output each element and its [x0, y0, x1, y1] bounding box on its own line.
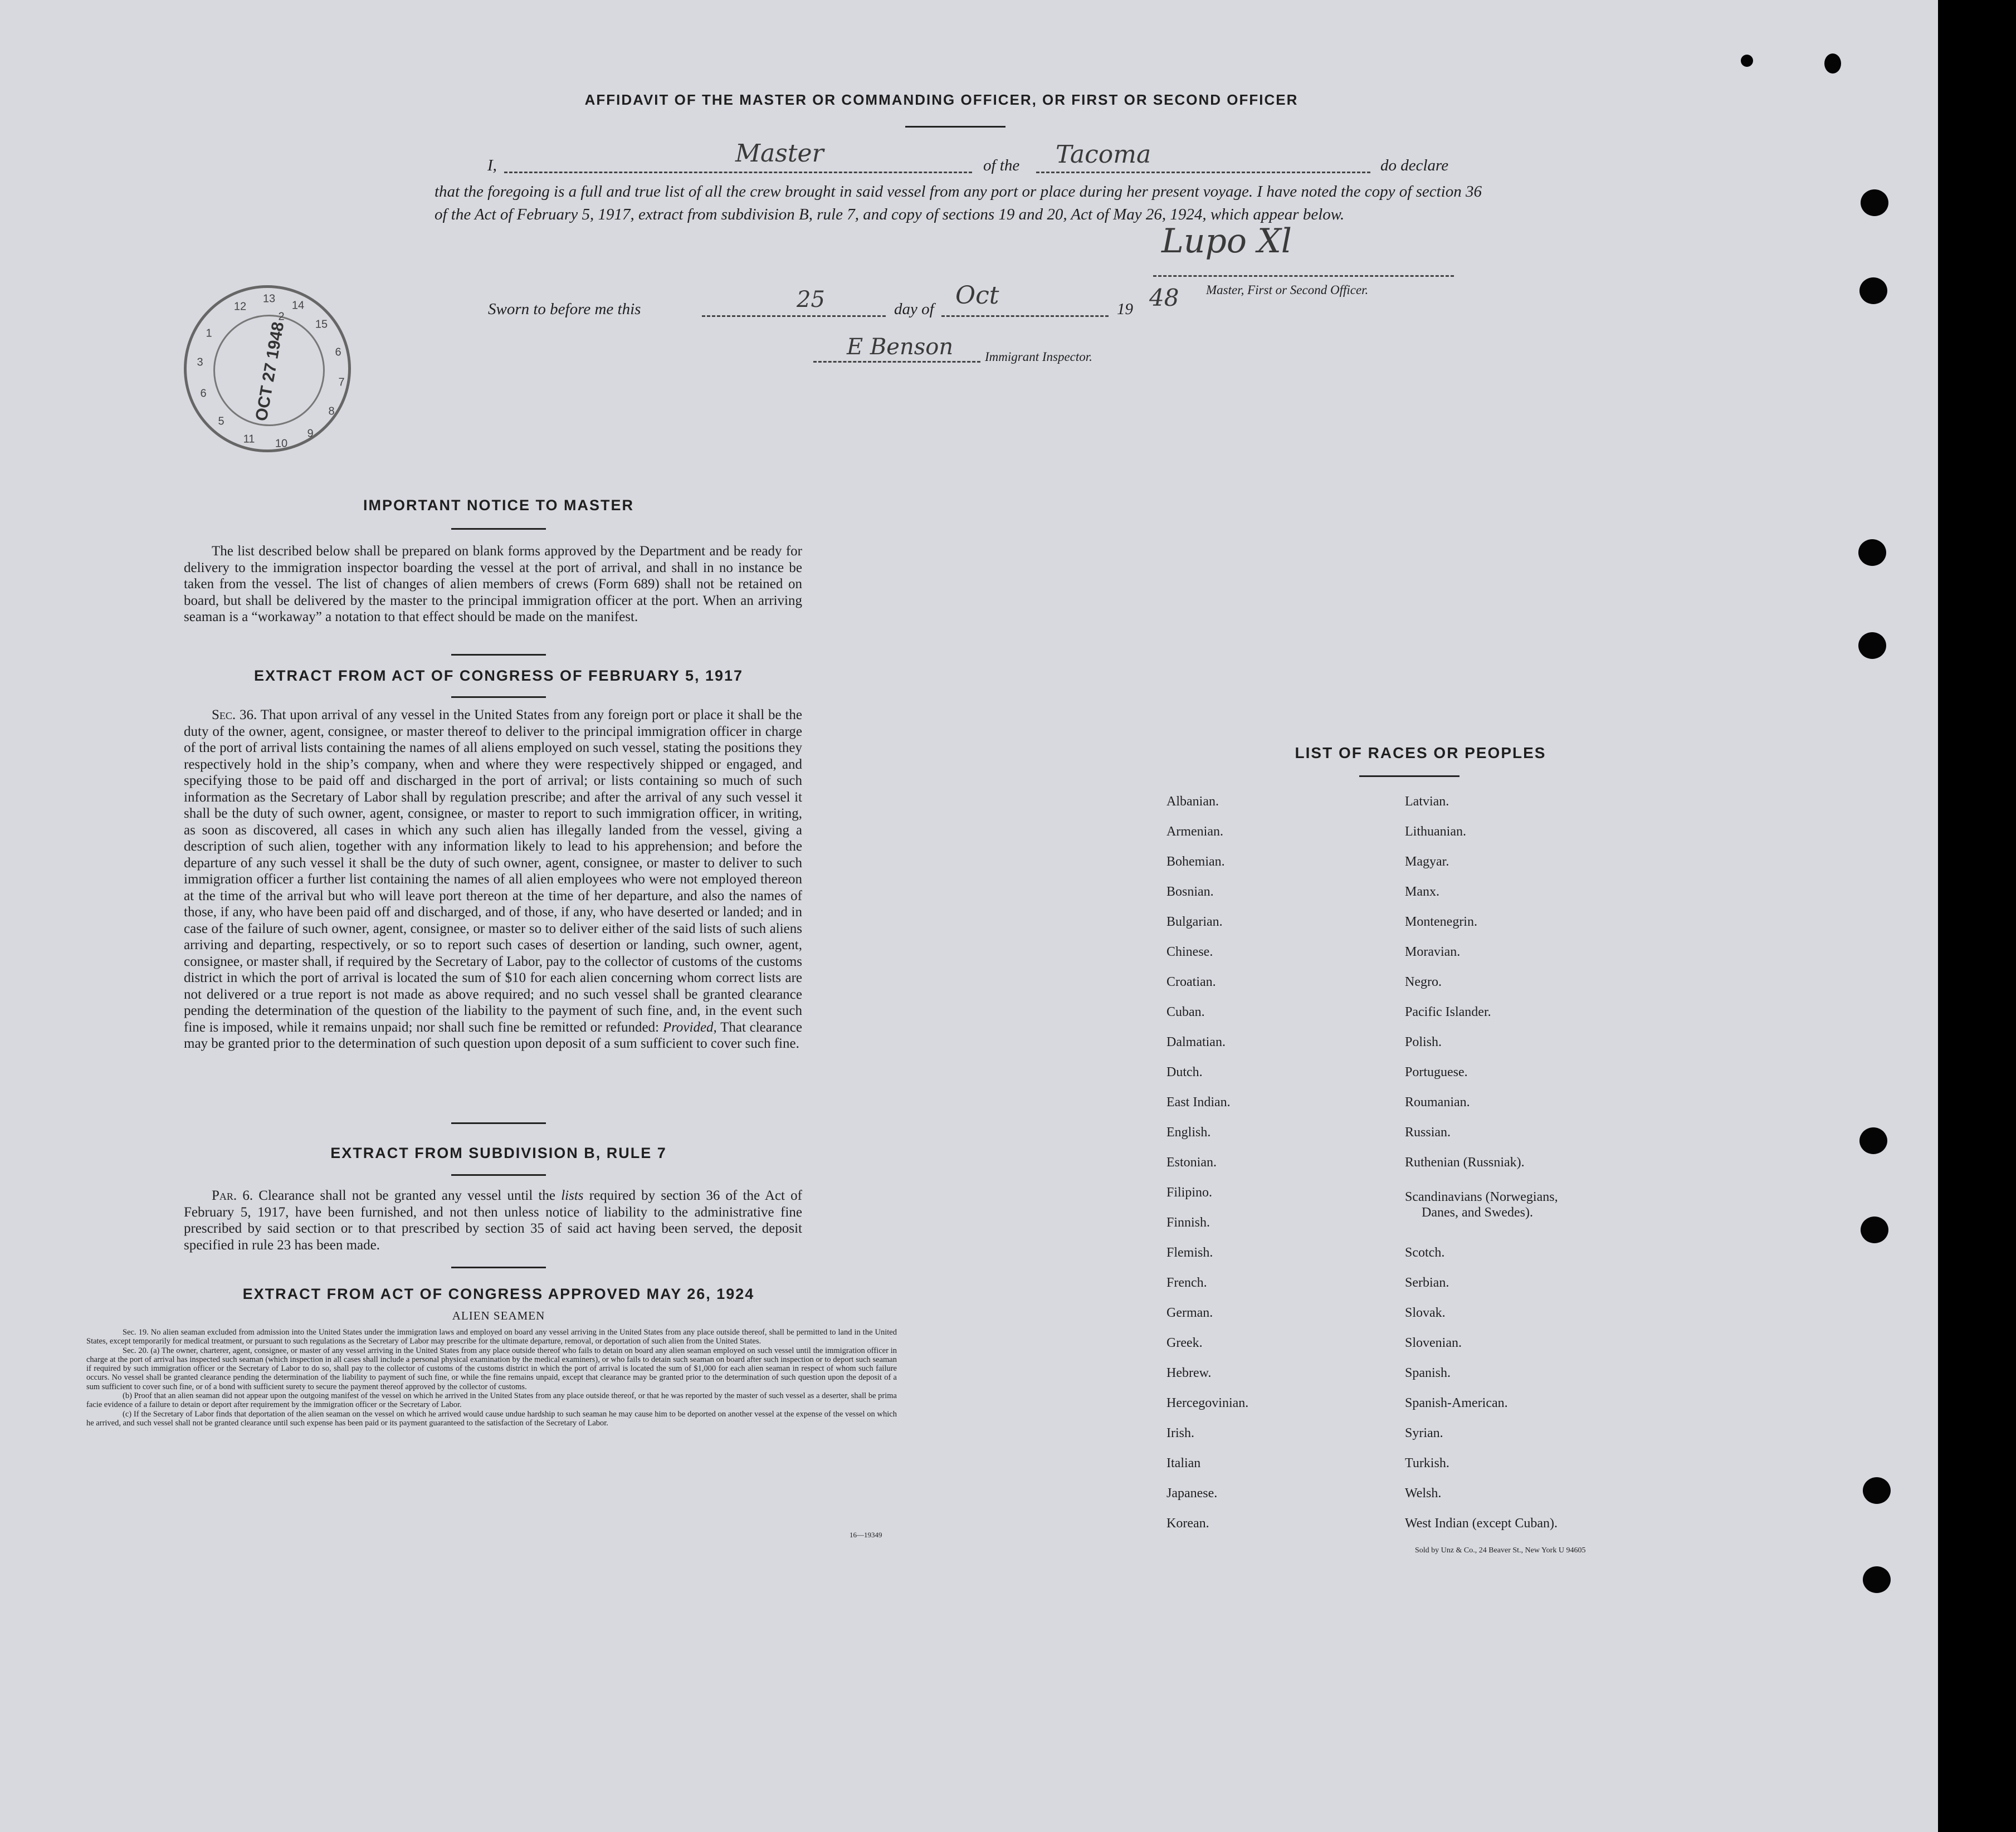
- race-item: Latvian.: [1405, 794, 1449, 809]
- section-20b-text: (b) Proof that an alien seaman did not appear upon the outgoing manifest of the vessel on which he arrived in the United States from any place outside thereof, or that he was reported by the master of such vessel as a deserter, shall be prima facie evidence of a failure to detain or deport after requirement by the immigration officer or the Secretary of Labor.: [86, 1391, 897, 1410]
- punch-hole: [1824, 53, 1841, 74]
- race-item: Bosnian.: [1166, 885, 1214, 899]
- race-item: Estonian.: [1166, 1155, 1217, 1170]
- stamp-number: 11: [243, 433, 255, 446]
- extract-1917-divider: [451, 1122, 546, 1124]
- affidavit-do-declare: do declare: [1380, 157, 1449, 174]
- notice-divider: [451, 654, 546, 656]
- stamp-number: 10: [275, 437, 288, 450]
- extract-1924-body: [86, 1328, 897, 1428]
- signature-caption: Master, First or Second Officer.: [1206, 283, 1369, 297]
- title-rule: [905, 126, 1005, 128]
- stamp-number: 13: [262, 292, 276, 305]
- stamp-number: 14: [291, 299, 305, 312]
- affidavit-of-the: of the: [983, 157, 1020, 174]
- provided-label: Provided,: [662, 1019, 717, 1035]
- stamp-number: 8: [328, 405, 335, 418]
- race-item: Hercegovinian.: [1166, 1396, 1249, 1410]
- punch-hole: [1859, 277, 1887, 304]
- race-item: Flemish.: [1166, 1245, 1213, 1260]
- sworn-label: Sworn to before me this: [488, 300, 641, 318]
- race-item: Croatian.: [1166, 975, 1216, 989]
- section-36-body: That upon arrival of any vessel in the United States from any foreign port or place it shall be the duty of the owner, agent, consignee, or master thereof to deliver to the principal immigration officer in charge of the port of arrival lists containing the names of all aliens employed on such vessel, stating the positions they respectively hold in the ship’s company, when and where they were respectively shipped or engaged, and specifying those to be paid off and discharged in the port of arrival; or lists containing so much of such information as the Secretary of Labor shall by regulation prescribe; and after the arrival of any such vessel it shall be the duty of such owner, agent, consignee, or master to report to such immigration officer, in writing, as soon as discovered, all cases in which any such alien has illegally landed from the vessel, giving a description of such alien, together with any information likely to lead to his apprehension; and before the departure of any such vessel it shall be the duty of such owner, agent, consignee, or master to deliver to such immigration officer a further list containing the names of all alien employees who were not employed thereon at the time of the arrival but who will leave port thereon at the time of her departure, and also the names of those, if any, who have been paid off and discharged, and of those, if any, who have deserted or landed; and in case of the failure of such owner, agent, consignee, or master so to deliver either of the said lists of such aliens arriving and departing, respectively, or so to report such cases of desertion or landing, such owner, agent, consignee, or master shall, if required by the Secretary of Labor, pay to the collector of customs of the customs district in which the port of arrival is located the sum of $10 for each alien concerning whom correct lists are not delivered or a true report is not made as above required; and no such vessel shall be granted clearance pending the determination of the question of the liability to the payment of such fine, and, in the event such fine is imposed, while it remains unpaid; nor shall such fine be remitted or refunded:: [184, 707, 802, 1035]
- race-item: West Indian (except Cuban).: [1405, 1516, 1558, 1531]
- inspector-line: [813, 361, 980, 363]
- year-prefix: 19: [1117, 300, 1133, 318]
- punch-hole: [1741, 55, 1753, 67]
- race-item: Manx.: [1405, 885, 1439, 899]
- stamp-number: 9: [307, 427, 314, 440]
- punch-hole: [1863, 1477, 1891, 1504]
- race-item: Japanese.: [1166, 1486, 1218, 1501]
- race-item: Finnish.: [1166, 1215, 1210, 1230]
- race-item: Scotch.: [1405, 1245, 1445, 1260]
- master-name-handwritten: Master: [735, 139, 824, 168]
- stamp-number: 7: [338, 376, 345, 389]
- punch-hole: [1863, 1566, 1891, 1593]
- race-item: Spanish.: [1405, 1366, 1451, 1380]
- stamp-number: 3: [197, 356, 203, 369]
- races-rule: [1359, 775, 1459, 777]
- punch-hole: [1859, 1127, 1887, 1154]
- notice-heading: IMPORTANT NOTICE TO MASTER: [363, 497, 634, 514]
- scan-border: [1938, 0, 2016, 1832]
- lists-word: lists: [561, 1188, 584, 1203]
- stamp-number: 6: [200, 387, 207, 400]
- day-line: [702, 315, 886, 317]
- race-item: Welsh.: [1405, 1486, 1442, 1501]
- race-item: Pacific Islander.: [1405, 1005, 1491, 1019]
- extract-1917-rule: [451, 696, 546, 698]
- race-item: Filipino.: [1166, 1185, 1213, 1200]
- race-item: Scandinavians (Norwegians,: [1405, 1190, 1558, 1204]
- affidavit-i-label: I,: [487, 157, 497, 174]
- race-item: Polish.: [1405, 1035, 1442, 1049]
- race-item: Dutch.: [1166, 1065, 1203, 1079]
- signature-line: [1153, 275, 1454, 277]
- race-item: French.: [1166, 1276, 1207, 1290]
- race-item: Russian.: [1405, 1125, 1451, 1140]
- race-item: Cuban.: [1166, 1005, 1205, 1019]
- section-36-text: [184, 707, 802, 1052]
- notice-text: The list described below shall be prepared on blank forms approved by the Department and be ready for delivery to the immigration inspector boarding the vessel at the port of arrival, and shall in no instance be taken from the vessel. The list of changes of alien members of crews (Form 689) shall not be retained on board, but shall be delivered by the master to the principal immigration officer at the port. When an arriving seaman is a “workaway” a notation to that effect should be made on the manifest.: [184, 544, 802, 624]
- alien-seamen-subheading: ALIEN SEAMEN: [452, 1309, 545, 1322]
- race-item: Bohemian.: [1166, 854, 1225, 869]
- master-signature: Lupo Xl: [1161, 222, 1292, 261]
- race-item: Ruthenian (Russniak).: [1405, 1155, 1525, 1170]
- race-item: Roumanian.: [1405, 1095, 1470, 1110]
- affidavit-body: that the foregoing is a full and true list of all the crew brought in said vessel from any port or place during her present voyage. I have noted the copy of section 36 of the Act of February 5, 1917, extract from subdivision B, rule 7, and copy of sections 19 and 20, Act of May 26, 1924, which appear below.: [435, 183, 1482, 223]
- race-item: Lithuanian.: [1405, 824, 1466, 839]
- rule7-text-a: Clearance shall not be granted any vessel until the: [258, 1188, 556, 1203]
- vessel-name-handwritten: Tacoma: [1056, 140, 1151, 169]
- race-item: East Indian.: [1166, 1095, 1231, 1110]
- stamp-number: 15: [315, 318, 328, 331]
- rule7-divider: [451, 1267, 546, 1268]
- rule7-rule: [451, 1174, 546, 1176]
- race-item: Slovak.: [1405, 1306, 1446, 1320]
- section-19-text: Sec. 19. No alien seaman excluded from admission into the United States under the immigration laws and employed on board any vessel arriving in the United States from any place outside thereof, shall be permitted to land in the United States, except temporarily for medical treatment, or pursuant to such regulations as the Secretary of Labor may prescribe for the ultimate departure, removal, or deportation of such alien from the United States.: [86, 1328, 897, 1346]
- race-item: Irish.: [1166, 1426, 1194, 1440]
- race-item: Danes, and Swedes).: [1422, 1205, 1533, 1220]
- extract-1917-heading: EXTRACT FROM ACT OF CONGRESS OF FEBRUARY 5, 1917: [253, 667, 744, 684]
- race-item: Greek.: [1166, 1336, 1203, 1350]
- section-36-end: That clearance may be granted prior to the determination of such question upon deposit of a sum sufficient to cover such fine.: [184, 1019, 802, 1051]
- race-item: Turkish.: [1405, 1456, 1449, 1471]
- punch-hole: [1858, 539, 1886, 566]
- race-item: Slovenian.: [1405, 1336, 1462, 1350]
- punch-hole: [1861, 1217, 1888, 1243]
- race-item: Chinese.: [1166, 945, 1213, 959]
- date-stamp: [184, 285, 351, 452]
- stamp-number: 12: [233, 300, 247, 313]
- par6-label: Par. 6.: [212, 1188, 253, 1203]
- day-of-label: day of: [894, 300, 934, 318]
- affidavit-title: AFFIDAVIT OF THE MASTER OR COMMANDING OFFICER, OR FIRST OR SECOND OFFICER: [584, 91, 1299, 108]
- name-line: [504, 172, 972, 173]
- section-36-label: Sec. 36.: [212, 707, 257, 722]
- race-item: Bulgarian.: [1166, 915, 1223, 929]
- year-handwritten: 48: [1149, 284, 1179, 311]
- month-handwritten: Oct: [955, 281, 999, 310]
- section-20a-text: Sec. 20. (a) The owner, charterer, agent, consignee, or master of any vessel arriving in the United States from any place outside thereof who fails to detain on board any alien seaman employed on such vessel until the immigration officer in charge at the port of arrival has inspected such seaman (which inspection in all cases shall include a personal physical examination by the medical examiners), or who fails to detain such seaman on board after such inspection or to deport such seaman if required by such immigration officer or the Secretary of Labor to do so, shall pay to the collector of customs of the customs district in which the port of arrival is located the sum of $1,000 for each alien seaman in respect of whom such failure occurs. No vessel shall be granted clearance pending the determination of the liability to payment of such fine, or while the fine remains unpaid, except that clearance may be granted prior to the determination of such question upon the deposit of a sum sufficient to cover such fine, or of a bond with sufficient surety to secure the payment thereof approved by the collector of customs.: [86, 1346, 897, 1391]
- inspector-signature: E Benson: [847, 334, 954, 360]
- extract-1924-heading: EXTRACT FROM ACT OF CONGRESS APPROVED MAY 26, 1924: [242, 1286, 755, 1302]
- stamp-number: 2: [278, 310, 285, 323]
- notice-rule: [451, 528, 546, 530]
- race-item: Syrian.: [1405, 1426, 1443, 1440]
- race-item: Italian: [1166, 1456, 1201, 1471]
- race-item: Dalmatian.: [1166, 1035, 1226, 1049]
- stamp-number: 6: [335, 346, 341, 359]
- vessel-line: [1036, 172, 1370, 173]
- rule7-text-b: required by section 36 of the Act of February 5, 1917, have been furnished, and not then unless notice of liability to the administrative fine prescribed by said section or to that prescribed by section 35 of said act having been served, the deposit specified in rule 23 has been made.: [184, 1188, 802, 1253]
- race-item: Moravian.: [1405, 945, 1461, 959]
- publisher-footer: Sold by Unz & Co., 24 Beaver St., New York U 94605: [1415, 1546, 1586, 1555]
- rule7-heading: EXTRACT FROM SUBDIVISION B, RULE 7: [330, 1145, 667, 1161]
- rule7-text: [184, 1188, 802, 1253]
- race-item: Hebrew.: [1166, 1366, 1212, 1380]
- race-item: Albanian.: [1166, 794, 1219, 809]
- form-number: 16—19349: [850, 1531, 882, 1539]
- race-item: English.: [1166, 1125, 1211, 1140]
- month-line: [941, 315, 1109, 317]
- day-handwritten: 25: [797, 287, 825, 312]
- stamp-number: 5: [218, 415, 224, 428]
- race-item: Spanish-American.: [1405, 1396, 1508, 1410]
- stamp-date: OCT 27 1948: [252, 320, 288, 423]
- race-item: Serbian.: [1405, 1276, 1449, 1290]
- race-item: Negro.: [1405, 975, 1442, 989]
- race-item: Magyar.: [1405, 854, 1449, 869]
- punch-hole: [1858, 632, 1886, 659]
- race-item: German.: [1166, 1306, 1213, 1320]
- race-item: Portuguese.: [1405, 1065, 1468, 1079]
- race-item: Montenegrin.: [1405, 915, 1477, 929]
- race-item: Korean.: [1166, 1516, 1209, 1531]
- punch-hole: [1861, 189, 1888, 216]
- races-heading: LIST OF RACES OR PEOPLES: [1295, 744, 1546, 761]
- section-20c-text: (c) If the Secretary of Labor finds that deportation of the alien seaman on the vessel on which he arrived would cause undue hardship to such seaman he may cause him to be deported on another vessel at the expense of the vessel on which he arrived, and such vessel shall not be granted clearance until such expense has been paid or its payment guaranteed to the satisfaction of the Secretary of Labor.: [86, 1409, 897, 1428]
- stamp-number: 1: [206, 327, 212, 340]
- race-item: Armenian.: [1166, 824, 1223, 839]
- inspector-caption: Immigrant Inspector.: [985, 350, 1092, 364]
